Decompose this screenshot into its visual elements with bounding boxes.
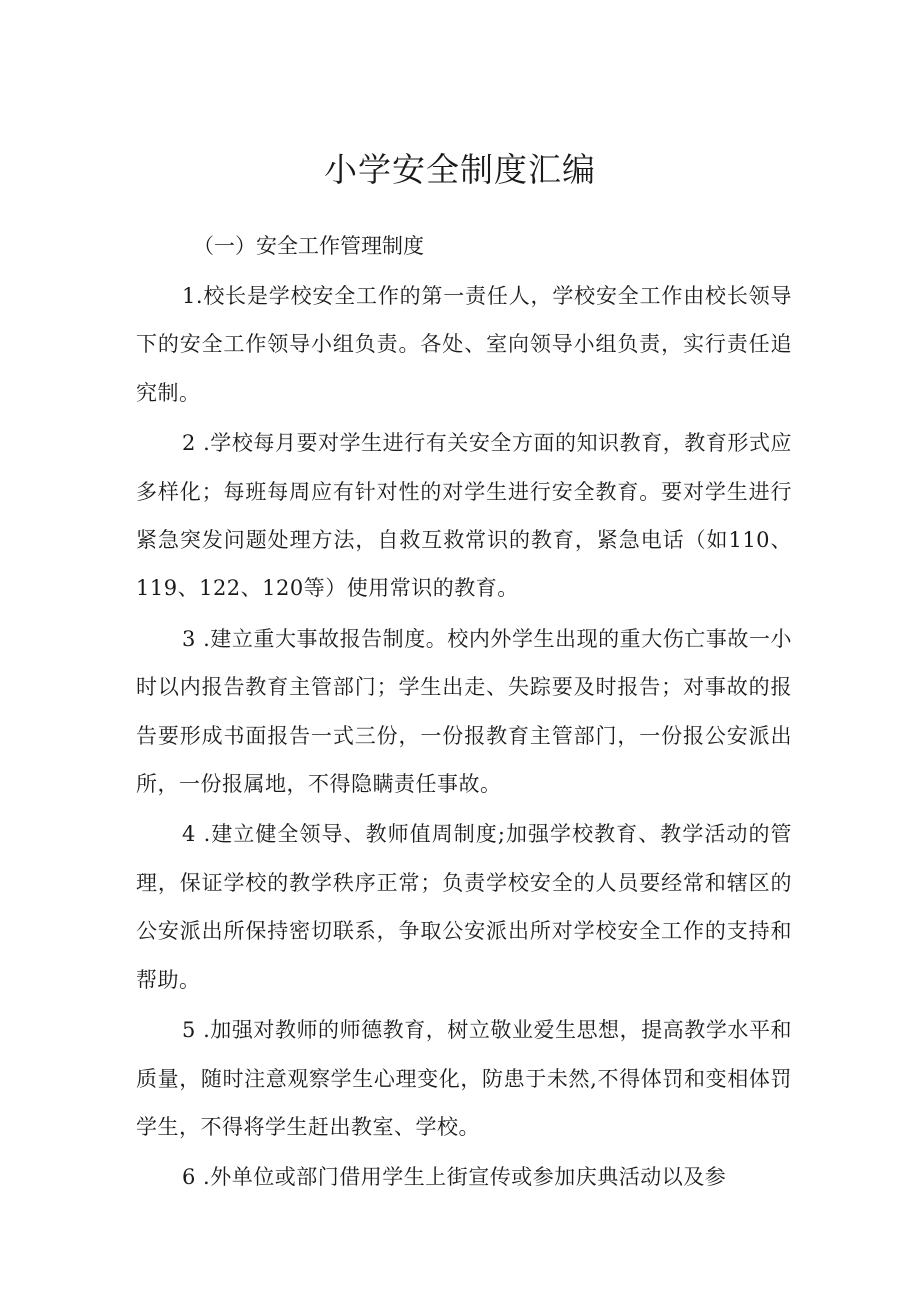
paragraph-2: 2 .学校每月要对学生进行有关安全方面的知识教育，教育形式应多样化；每班每周应有针对性的对学生进行安全教育。要对学生进行紧急突发问题处理方法，自救互救常识的教育，紧急电话（如110、119、122、120等）使用常识的教育。 [136,431,792,601]
paragraph-4: 4 .建立健全领导、教师值周制度;加强学校教育、教学活动的管理，保证学校的教学秩序正常；负责学校安全的人员要经常和辖区的公安派出所保持密切联系，争取公安派出所对学校安全工作的支持和帮助。 [136,822,792,992]
document-body [136,222,792,1202]
paragraph-3: 3 .建立重大事故报告制度。校内外学生出现的重大伤亡事故一小时以内报告教育主管部门；学生出走、失踪要及时报告；对事故的报告要形成书面报告一式三份，一份报教育主管部门，一份报公安派出所，一份报属地，不得隐瞒责任事故。 [136,626,792,797]
paragraph-6: 6 .外单位或部门借用学生上街宣传或参加庆典活动以及参 [182,1165,727,1190]
section-heading: （一）安全工作管理制度 [193,234,424,258]
document-title: 小学安全制度汇编 [324,150,596,189]
paragraph-1: 1.校长是学校安全工作的第一责任人，学校安全工作由校长领导下的安全工作领导小组负责。各处、室向领导小组负责，实行责任追究制。 [136,284,792,405]
paragraph-5: 5 .加强对教师的师德教育，树立敬业爱生思想，提高教学水平和质量，随时注意观察学生心理变化，防患于未然,不得体罚和变相体罚学生，不得将学生赶出教室、学校。 [136,1018,792,1139]
